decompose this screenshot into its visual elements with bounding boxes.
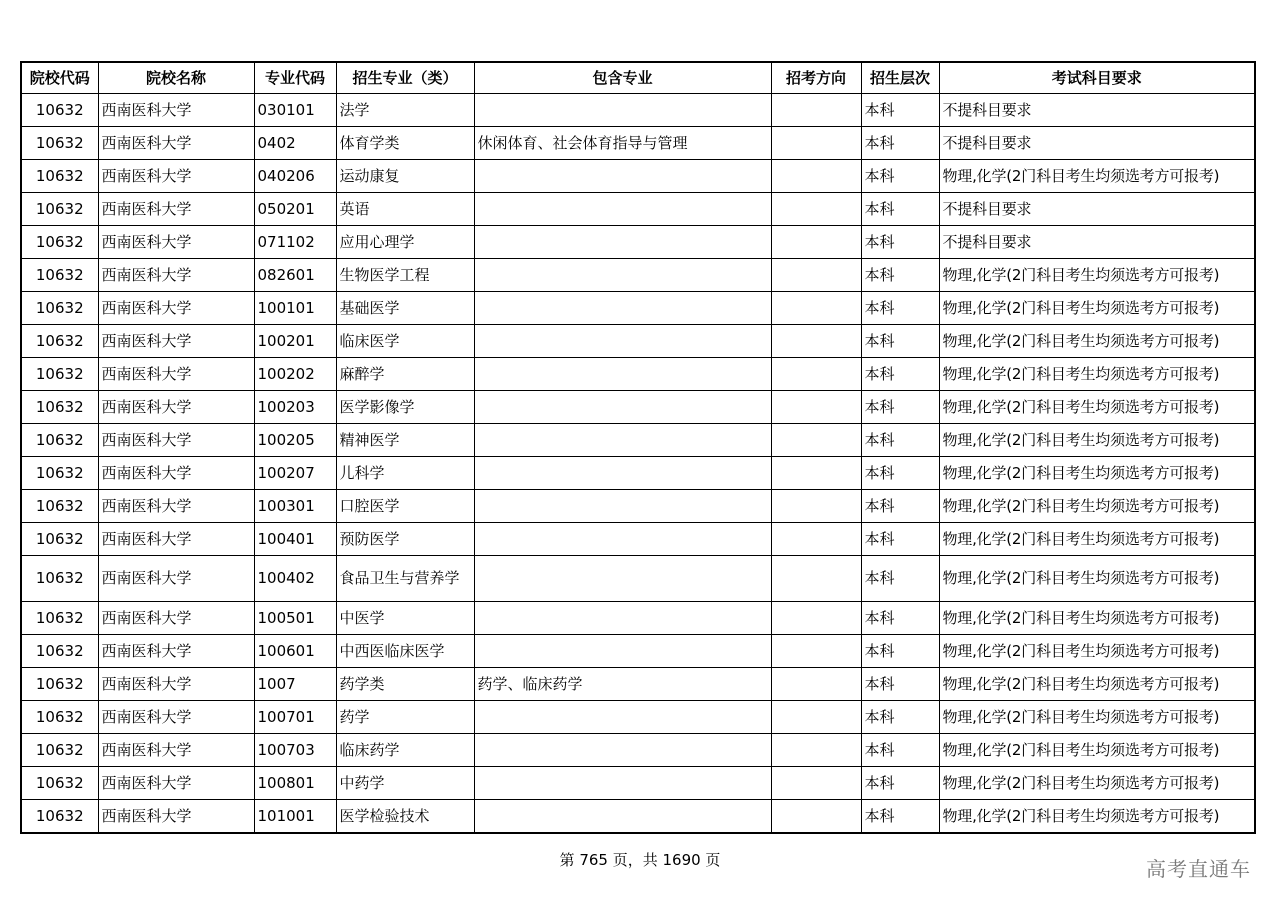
cell-direction: [771, 325, 861, 358]
cell-school-code: 10632: [21, 358, 98, 391]
cell-school-code: 10632: [21, 160, 98, 193]
cell-school-name: 西南医科大学: [98, 701, 254, 734]
cell-school-code: 10632: [21, 391, 98, 424]
cell-included-majors: [474, 602, 771, 635]
table-row: [21, 358, 1255, 391]
cell-school-code: 10632: [21, 668, 98, 701]
cell-major-code: 100401: [254, 523, 336, 556]
cell-included-majors: [474, 767, 771, 800]
cell-level: 本科: [861, 94, 939, 127]
cell-direction: [771, 127, 861, 160]
cell-level: 本科: [861, 424, 939, 457]
cell-subject-requirement: 不提科目要求: [939, 193, 1255, 226]
cell-subject-requirement: 物理,化学(2门科目考生均须选考方可报考): [939, 602, 1255, 635]
cell-major-code: 100601: [254, 635, 336, 668]
cell-subject-requirement: 物理,化学(2门科目考生均须选考方可报考): [939, 259, 1255, 292]
cell-school-code: 10632: [21, 556, 98, 602]
cell-level: 本科: [861, 635, 939, 668]
cell-subject-requirement: 物理,化学(2门科目考生均须选考方可报考): [939, 457, 1255, 490]
table-row: [21, 160, 1255, 193]
cell-major: 运动康复: [336, 160, 474, 193]
cell-included-majors: 药学、临床药学: [474, 668, 771, 701]
cell-major: 药学类: [336, 668, 474, 701]
cell-direction: [771, 259, 861, 292]
cell-major: 麻醉学: [336, 358, 474, 391]
table-row: [21, 457, 1255, 490]
cell-major-code: 100801: [254, 767, 336, 800]
cell-major-code: 100301: [254, 490, 336, 523]
cell-major: 食品卫生与营养学: [336, 556, 474, 602]
cell-school-name: 西南医科大学: [98, 767, 254, 800]
table-row: [21, 523, 1255, 556]
cell-major-code: 100202: [254, 358, 336, 391]
cell-major-code: 1007: [254, 668, 336, 701]
cell-subject-requirement: 不提科目要求: [939, 94, 1255, 127]
cell-level: 本科: [861, 259, 939, 292]
watermark-logo: 高考直通车: [1146, 857, 1251, 881]
cell-school-code: 10632: [21, 734, 98, 767]
cell-major: 儿科学: [336, 457, 474, 490]
admissions-table: [20, 61, 1256, 834]
cell-included-majors: [474, 523, 771, 556]
header-row: [21, 62, 1255, 94]
cell-major: 基础医学: [336, 292, 474, 325]
cell-school-code: 10632: [21, 635, 98, 668]
cell-school-code: 10632: [21, 226, 98, 259]
cell-level: 本科: [861, 226, 939, 259]
cell-school-code: 10632: [21, 325, 98, 358]
cell-direction: [771, 800, 861, 834]
table-row: [21, 767, 1255, 800]
cell-level: 本科: [861, 325, 939, 358]
cell-level: 本科: [861, 292, 939, 325]
cell-included-majors: [474, 259, 771, 292]
table-row: [21, 226, 1255, 259]
cell-major-code: 040206: [254, 160, 336, 193]
table-row: [21, 602, 1255, 635]
cell-subject-requirement: 不提科目要求: [939, 226, 1255, 259]
cell-included-majors: [474, 490, 771, 523]
cell-school-code: 10632: [21, 490, 98, 523]
cell-school-name: 西南医科大学: [98, 391, 254, 424]
cell-included-majors: [474, 800, 771, 834]
cell-major-code: 082601: [254, 259, 336, 292]
cell-school-name: 西南医科大学: [98, 635, 254, 668]
cell-school-name: 西南医科大学: [98, 127, 254, 160]
cell-included-majors: 休闲体育、社会体育指导与管理: [474, 127, 771, 160]
cell-subject-requirement: 不提科目要求: [939, 127, 1255, 160]
cell-major-code: 100703: [254, 734, 336, 767]
table-row: [21, 734, 1255, 767]
cell-subject-requirement: 物理,化学(2门科目考生均须选考方可报考): [939, 292, 1255, 325]
cell-direction: [771, 358, 861, 391]
cell-major-code: 100701: [254, 701, 336, 734]
cell-school-name: 西南医科大学: [98, 325, 254, 358]
cell-level: 本科: [861, 193, 939, 226]
cell-subject-requirement: 物理,化学(2门科目考生均须选考方可报考): [939, 635, 1255, 668]
cell-school-name: 西南医科大学: [98, 556, 254, 602]
table-row: [21, 556, 1255, 602]
cell-included-majors: [474, 94, 771, 127]
cell-major-code: 071102: [254, 226, 336, 259]
cell-subject-requirement: 物理,化学(2门科目考生均须选考方可报考): [939, 325, 1255, 358]
cell-school-name: 西南医科大学: [98, 800, 254, 834]
cell-school-name: 西南医科大学: [98, 226, 254, 259]
cell-direction: [771, 292, 861, 325]
table-row: [21, 325, 1255, 358]
cell-level: 本科: [861, 160, 939, 193]
cell-subject-requirement: 物理,化学(2门科目考生均须选考方可报考): [939, 424, 1255, 457]
header-school-code: 院校代码: [21, 62, 98, 94]
cell-major-code: 050201: [254, 193, 336, 226]
cell-school-code: 10632: [21, 523, 98, 556]
cell-direction: [771, 602, 861, 635]
cell-included-majors: [474, 358, 771, 391]
header-direction: 招考方向: [771, 62, 861, 94]
cell-school-name: 西南医科大学: [98, 292, 254, 325]
cell-subject-requirement: 物理,化学(2门科目考生均须选考方可报考): [939, 490, 1255, 523]
cell-major-code: 100101: [254, 292, 336, 325]
cell-major: 生物医学工程: [336, 259, 474, 292]
cell-subject-requirement: 物理,化学(2门科目考生均须选考方可报考): [939, 734, 1255, 767]
cell-subject-requirement: 物理,化学(2门科目考生均须选考方可报考): [939, 668, 1255, 701]
cell-included-majors: [474, 325, 771, 358]
table-row: [21, 635, 1255, 668]
cell-major: 预防医学: [336, 523, 474, 556]
cell-major: 医学影像学: [336, 391, 474, 424]
table-row: [21, 701, 1255, 734]
table-row: [21, 424, 1255, 457]
cell-direction: [771, 767, 861, 800]
cell-major: 中西医临床医学: [336, 635, 474, 668]
cell-school-name: 西南医科大学: [98, 193, 254, 226]
header-level: 招生层次: [861, 62, 939, 94]
cell-direction: [771, 94, 861, 127]
cell-school-code: 10632: [21, 292, 98, 325]
cell-direction: [771, 424, 861, 457]
cell-major-code: 100501: [254, 602, 336, 635]
cell-subject-requirement: 物理,化学(2门科目考生均须选考方可报考): [939, 358, 1255, 391]
cell-major-code: 0402: [254, 127, 336, 160]
table-row: [21, 292, 1255, 325]
cell-level: 本科: [861, 734, 939, 767]
table-row: [21, 94, 1255, 127]
cell-school-code: 10632: [21, 259, 98, 292]
cell-school-name: 西南医科大学: [98, 424, 254, 457]
cell-school-code: 10632: [21, 127, 98, 160]
cell-level: 本科: [861, 523, 939, 556]
cell-school-code: 10632: [21, 193, 98, 226]
cell-major: 药学: [336, 701, 474, 734]
cell-level: 本科: [861, 602, 939, 635]
cell-school-code: 10632: [21, 424, 98, 457]
cell-level: 本科: [861, 391, 939, 424]
cell-school-name: 西南医科大学: [98, 358, 254, 391]
cell-included-majors: [474, 635, 771, 668]
cell-subject-requirement: 物理,化学(2门科目考生均须选考方可报考): [939, 523, 1255, 556]
table-row: [21, 259, 1255, 292]
header-subject-requirement: 考试科目要求: [939, 62, 1255, 94]
cell-subject-requirement: 物理,化学(2门科目考生均须选考方可报考): [939, 701, 1255, 734]
table-row: [21, 127, 1255, 160]
cell-major-code: 100203: [254, 391, 336, 424]
header-major: 招生专业（类）: [336, 62, 474, 94]
cell-level: 本科: [861, 127, 939, 160]
cell-school-name: 西南医科大学: [98, 734, 254, 767]
cell-school-code: 10632: [21, 457, 98, 490]
cell-school-name: 西南医科大学: [98, 259, 254, 292]
cell-major: 应用心理学: [336, 226, 474, 259]
cell-major: 体育学类: [336, 127, 474, 160]
header-included-majors: 包含专业: [474, 62, 771, 94]
cell-included-majors: [474, 734, 771, 767]
cell-major: 中医学: [336, 602, 474, 635]
cell-level: 本科: [861, 800, 939, 834]
cell-major: 医学检验技术: [336, 800, 474, 834]
cell-school-name: 西南医科大学: [98, 457, 254, 490]
cell-major: 精神医学: [336, 424, 474, 457]
header-major-code: 专业代码: [254, 62, 336, 94]
cell-school-code: 10632: [21, 701, 98, 734]
cell-major-code: 100402: [254, 556, 336, 602]
cell-subject-requirement: 物理,化学(2门科目考生均须选考方可报考): [939, 391, 1255, 424]
header-school-name: 院校名称: [98, 62, 254, 94]
table-row: [21, 490, 1255, 523]
cell-included-majors: [474, 701, 771, 734]
cell-direction: [771, 523, 861, 556]
table-row: [21, 668, 1255, 701]
cell-direction: [771, 701, 861, 734]
cell-major: 口腔医学: [336, 490, 474, 523]
table-row: [21, 193, 1255, 226]
cell-subject-requirement: 物理,化学(2门科目考生均须选考方可报考): [939, 800, 1255, 834]
table-row: [21, 391, 1255, 424]
cell-level: 本科: [861, 490, 939, 523]
table-row: [21, 800, 1255, 834]
cell-level: 本科: [861, 767, 939, 800]
cell-school-name: 西南医科大学: [98, 523, 254, 556]
cell-school-code: 10632: [21, 800, 98, 834]
cell-included-majors: [474, 226, 771, 259]
cell-included-majors: [474, 193, 771, 226]
cell-level: 本科: [861, 358, 939, 391]
cell-subject-requirement: 物理,化学(2门科目考生均须选考方可报考): [939, 767, 1255, 800]
cell-major: 英语: [336, 193, 474, 226]
cell-major: 中药学: [336, 767, 474, 800]
cell-major-code: 100207: [254, 457, 336, 490]
cell-direction: [771, 391, 861, 424]
cell-major-code: 100201: [254, 325, 336, 358]
cell-direction: [771, 635, 861, 668]
cell-included-majors: [474, 160, 771, 193]
cell-major: 临床药学: [336, 734, 474, 767]
cell-level: 本科: [861, 668, 939, 701]
page-number: 第 765 页，共 1690 页: [559, 851, 721, 869]
cell-included-majors: [474, 457, 771, 490]
cell-major: 法学: [336, 94, 474, 127]
cell-direction: [771, 226, 861, 259]
cell-level: 本科: [861, 556, 939, 602]
cell-included-majors: [474, 391, 771, 424]
cell-major-code: 100205: [254, 424, 336, 457]
cell-direction: [771, 556, 861, 602]
cell-direction: [771, 668, 861, 701]
cell-subject-requirement: 物理,化学(2门科目考生均须选考方可报考): [939, 160, 1255, 193]
cell-included-majors: [474, 424, 771, 457]
cell-included-majors: [474, 292, 771, 325]
cell-major: 临床医学: [336, 325, 474, 358]
cell-direction: [771, 193, 861, 226]
cell-direction: [771, 734, 861, 767]
cell-major-code: 101001: [254, 800, 336, 834]
cell-direction: [771, 160, 861, 193]
cell-school-name: 西南医科大学: [98, 668, 254, 701]
cell-school-code: 10632: [21, 94, 98, 127]
cell-school-name: 西南医科大学: [98, 490, 254, 523]
cell-level: 本科: [861, 701, 939, 734]
cell-direction: [771, 457, 861, 490]
cell-subject-requirement: 物理,化学(2门科目考生均须选考方可报考): [939, 556, 1255, 602]
cell-school-code: 10632: [21, 767, 98, 800]
cell-major-code: 030101: [254, 94, 336, 127]
cell-included-majors: [474, 556, 771, 602]
cell-school-name: 西南医科大学: [98, 602, 254, 635]
cell-school-name: 西南医科大学: [98, 160, 254, 193]
cell-school-name: 西南医科大学: [98, 94, 254, 127]
cell-level: 本科: [861, 457, 939, 490]
cell-school-code: 10632: [21, 602, 98, 635]
cell-direction: [771, 490, 861, 523]
